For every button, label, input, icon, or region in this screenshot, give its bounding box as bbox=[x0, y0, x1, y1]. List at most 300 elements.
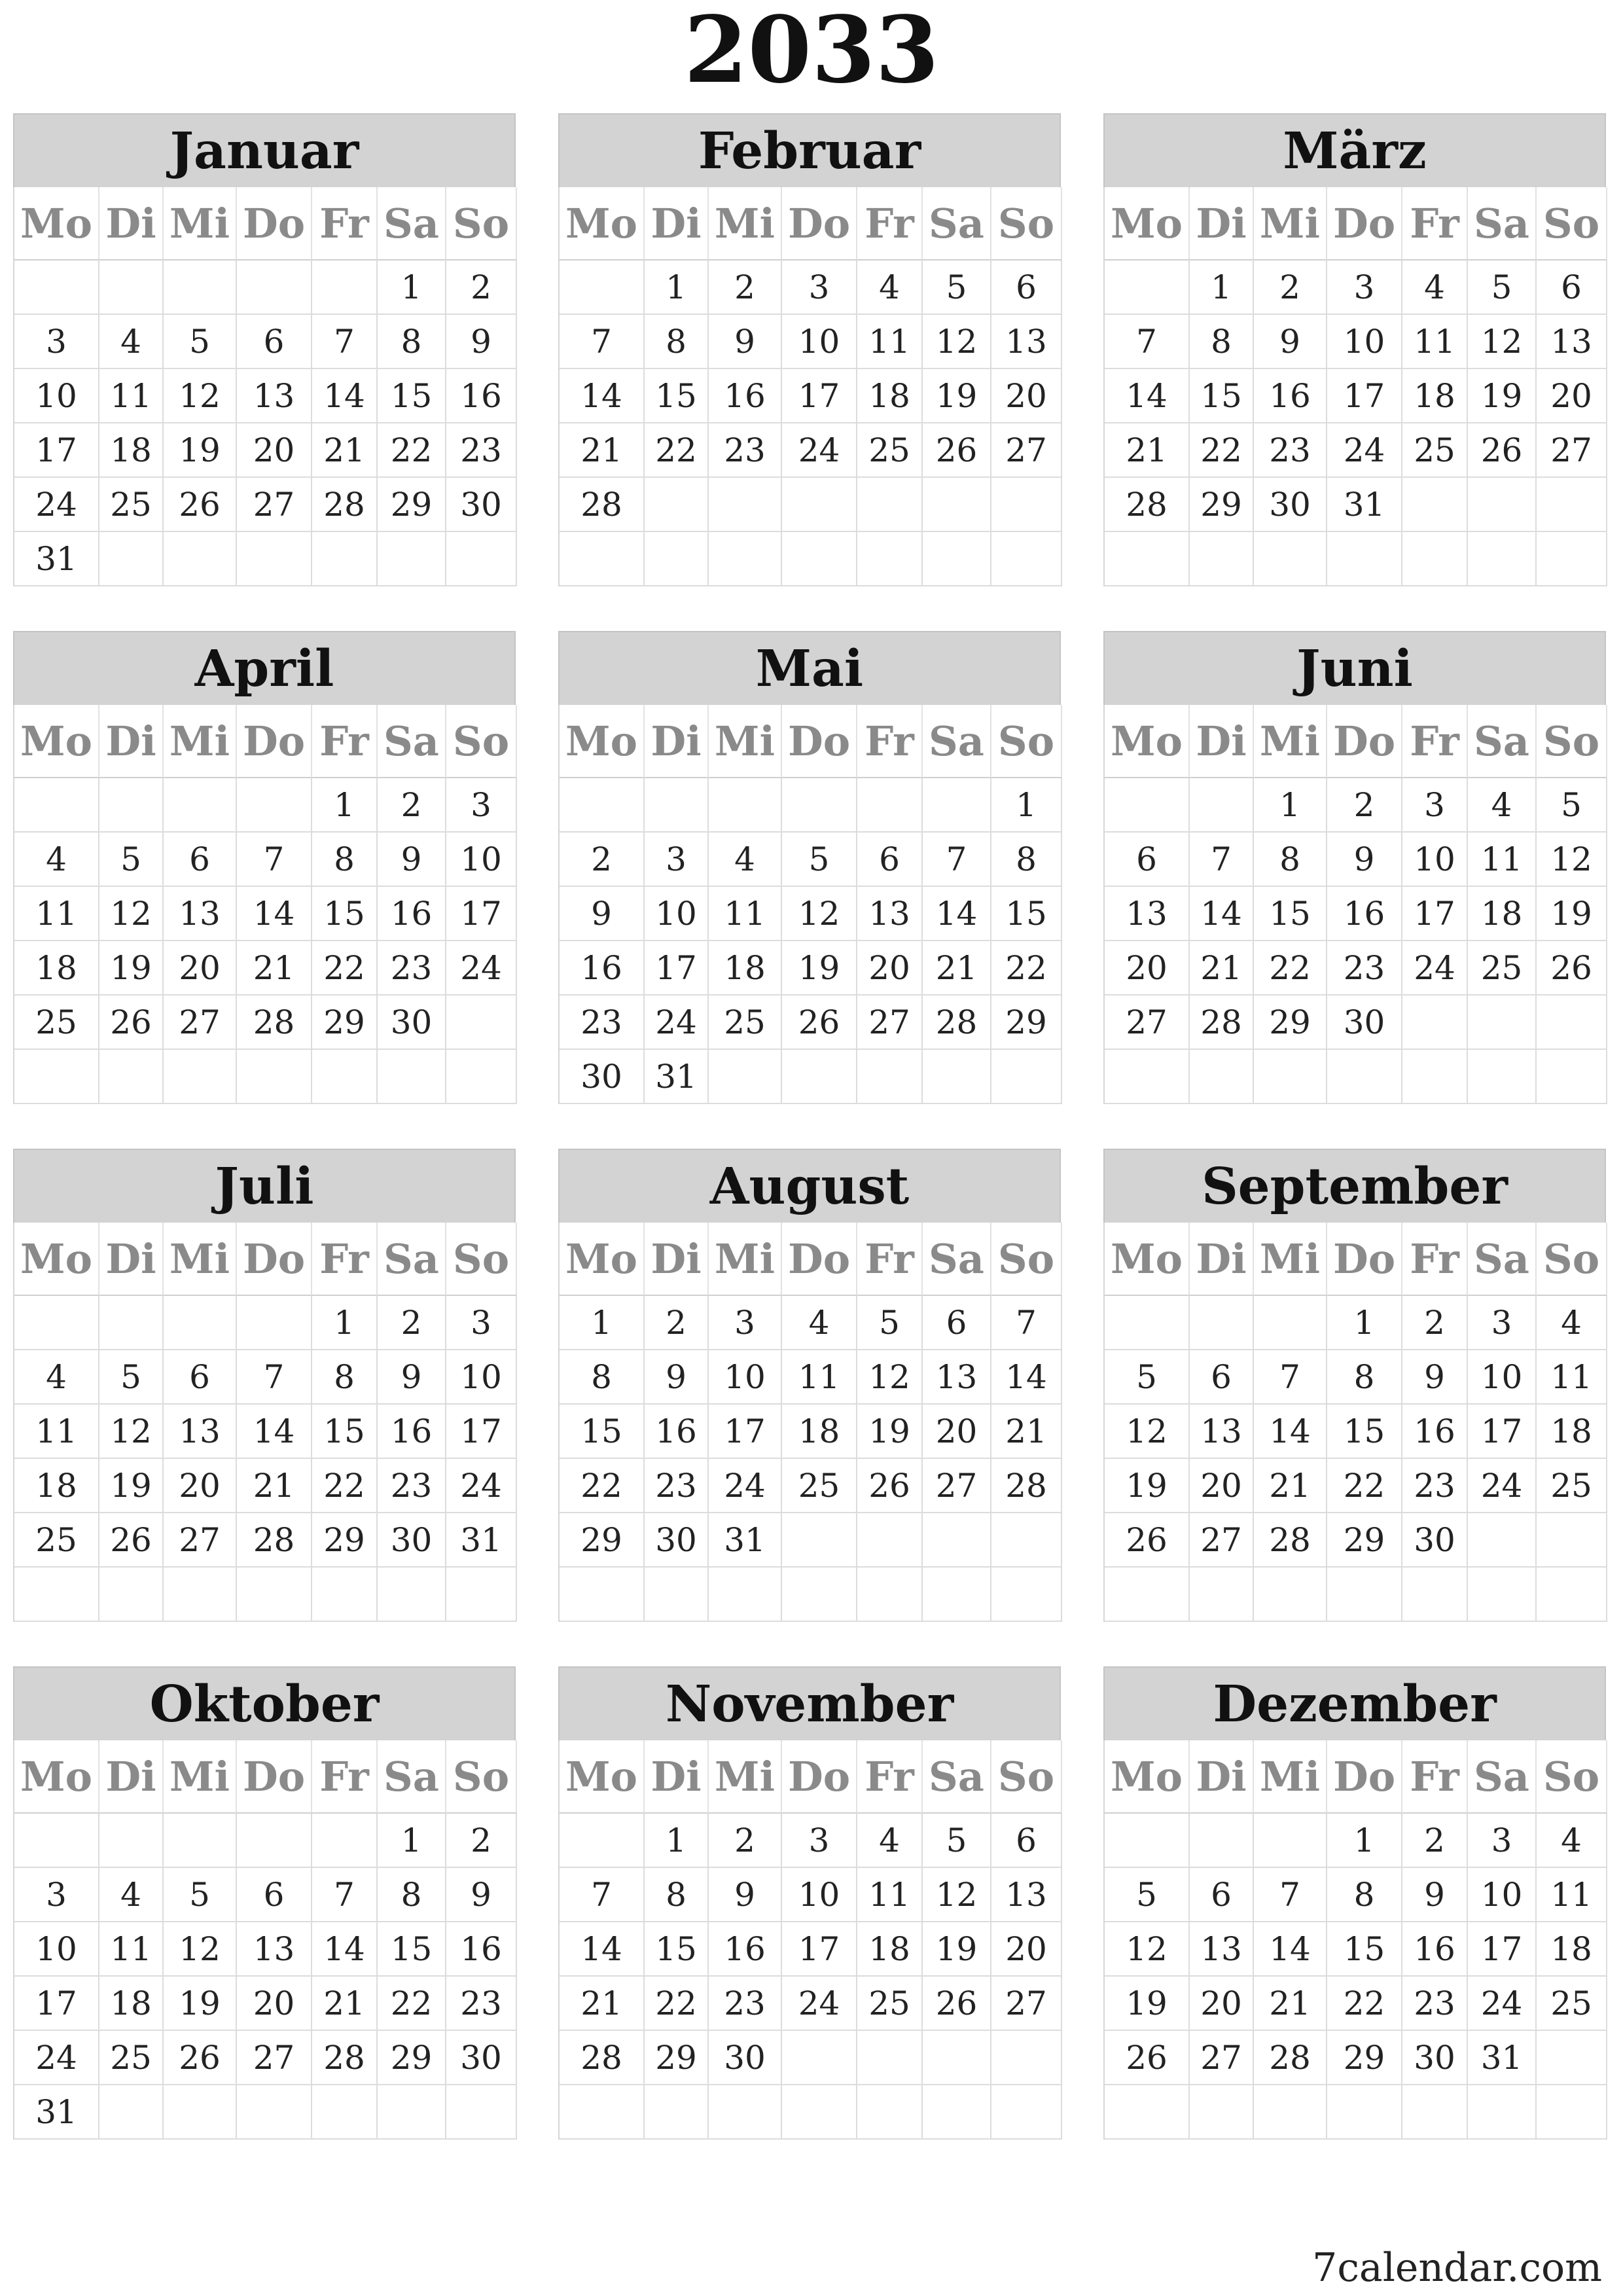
day-cell: 15 bbox=[1190, 369, 1254, 423]
empty-cell bbox=[378, 532, 446, 586]
day-cell: 4 bbox=[99, 315, 164, 369]
day-cell: 18 bbox=[1537, 1405, 1607, 1459]
day-cell: 5 bbox=[1468, 260, 1537, 315]
day-cell: 13 bbox=[237, 1922, 312, 1977]
day-cell: 21 bbox=[1105, 423, 1190, 478]
empty-cell bbox=[1402, 2085, 1468, 2140]
day-cell: 28 bbox=[991, 1459, 1062, 1513]
day-cell: 18 bbox=[782, 1405, 857, 1459]
day-cell: 26 bbox=[857, 1459, 923, 1513]
month-days-grid bbox=[13, 705, 516, 1104]
day-cell: 24 bbox=[1468, 1459, 1537, 1513]
day-cell: 27 bbox=[237, 478, 312, 532]
day-cell: 30 bbox=[446, 2031, 517, 2085]
day-cell: 3 bbox=[782, 1814, 857, 1868]
day-cell: 8 bbox=[312, 1350, 378, 1405]
month-4 bbox=[13, 631, 516, 1104]
day-cell: 7 bbox=[1254, 1868, 1327, 1922]
day-cell: 8 bbox=[1327, 1868, 1402, 1922]
weekday-header: Di bbox=[645, 1223, 709, 1296]
month-days-grid bbox=[1103, 705, 1606, 1104]
day-cell: 12 bbox=[1468, 315, 1537, 369]
month-9 bbox=[1103, 1149, 1606, 1622]
weekday-header: Di bbox=[99, 1223, 164, 1296]
day-cell: 22 bbox=[645, 1977, 709, 2031]
day-cell: 12 bbox=[923, 1868, 991, 1922]
day-cell: 21 bbox=[237, 941, 312, 996]
weekday-header: Do bbox=[1327, 1740, 1402, 1814]
empty-cell bbox=[237, 1296, 312, 1350]
weekday-header: Fr bbox=[312, 1740, 378, 1814]
day-cell: 5 bbox=[923, 260, 991, 315]
day-cell: 1 bbox=[312, 1296, 378, 1350]
day-cell: 19 bbox=[1537, 887, 1607, 941]
day-cell: 7 bbox=[923, 833, 991, 887]
day-cell: 1 bbox=[560, 1296, 645, 1350]
day-cell: 1 bbox=[378, 1814, 446, 1868]
day-cell: 12 bbox=[99, 1405, 164, 1459]
day-cell: 27 bbox=[923, 1459, 991, 1513]
day-cell: 18 bbox=[99, 1977, 164, 2031]
day-cell: 14 bbox=[1190, 887, 1254, 941]
empty-cell bbox=[446, 2085, 517, 2140]
day-cell: 3 bbox=[14, 315, 99, 369]
weekday-header: So bbox=[991, 1223, 1062, 1296]
day-cell: 9 bbox=[446, 315, 517, 369]
day-cell: 25 bbox=[709, 996, 782, 1050]
day-cell: 31 bbox=[1468, 2031, 1537, 2085]
empty-cell bbox=[1105, 532, 1190, 586]
day-cell: 12 bbox=[1537, 833, 1607, 887]
day-cell: 29 bbox=[1190, 478, 1254, 532]
month-10 bbox=[13, 1666, 516, 2140]
empty-cell bbox=[1105, 260, 1190, 315]
day-cell: 21 bbox=[560, 423, 645, 478]
empty-cell bbox=[1402, 1568, 1468, 1622]
empty-cell bbox=[14, 260, 99, 315]
day-cell: 22 bbox=[1254, 941, 1327, 996]
empty-cell bbox=[782, 478, 857, 532]
weekday-header: Mo bbox=[1105, 705, 1190, 778]
day-cell: 2 bbox=[446, 260, 517, 315]
weekday-header: Di bbox=[1190, 1223, 1254, 1296]
day-cell: 9 bbox=[1327, 833, 1402, 887]
day-cell: 16 bbox=[378, 1405, 446, 1459]
empty-cell bbox=[1190, 532, 1254, 586]
day-cell: 19 bbox=[164, 423, 237, 478]
weekday-header: Mo bbox=[560, 1223, 645, 1296]
empty-cell bbox=[923, 1513, 991, 1568]
empty-cell bbox=[14, 778, 99, 833]
empty-cell bbox=[709, 1050, 782, 1104]
empty-cell bbox=[1327, 532, 1402, 586]
day-cell: 26 bbox=[782, 996, 857, 1050]
day-cell: 22 bbox=[1327, 1977, 1402, 2031]
day-cell: 29 bbox=[378, 2031, 446, 2085]
empty-cell bbox=[1190, 1568, 1254, 1622]
day-cell: 13 bbox=[1190, 1922, 1254, 1977]
day-cell: 27 bbox=[1105, 996, 1190, 1050]
day-cell: 30 bbox=[378, 996, 446, 1050]
day-cell: 24 bbox=[782, 1977, 857, 2031]
day-cell: 17 bbox=[1468, 1405, 1537, 1459]
day-cell: 28 bbox=[312, 478, 378, 532]
day-cell: 7 bbox=[560, 1868, 645, 1922]
day-cell: 9 bbox=[378, 833, 446, 887]
day-cell: 5 bbox=[923, 1814, 991, 1868]
day-cell: 19 bbox=[1468, 369, 1537, 423]
month-days-grid bbox=[558, 1223, 1061, 1622]
day-cell: 3 bbox=[446, 778, 517, 833]
month-name: Juli bbox=[13, 1149, 516, 1223]
empty-cell bbox=[164, 2085, 237, 2140]
day-cell: 8 bbox=[645, 1868, 709, 1922]
weekday-header: Di bbox=[645, 705, 709, 778]
day-cell: 18 bbox=[857, 1922, 923, 1977]
day-cell: 20 bbox=[237, 1977, 312, 2031]
empty-cell bbox=[1105, 1296, 1190, 1350]
day-cell: 28 bbox=[237, 1513, 312, 1568]
weekday-header: Mi bbox=[164, 705, 237, 778]
day-cell: 8 bbox=[378, 1868, 446, 1922]
day-cell: 17 bbox=[1468, 1922, 1537, 1977]
empty-cell bbox=[164, 778, 237, 833]
empty-cell bbox=[782, 2085, 857, 2140]
empty-cell bbox=[923, 1050, 991, 1104]
day-cell: 12 bbox=[782, 887, 857, 941]
day-cell: 23 bbox=[1327, 941, 1402, 996]
empty-cell bbox=[991, 1568, 1062, 1622]
empty-cell bbox=[312, 532, 378, 586]
empty-cell bbox=[312, 1814, 378, 1868]
weekday-header: Mo bbox=[14, 705, 99, 778]
day-cell: 25 bbox=[1537, 1977, 1607, 2031]
day-cell: 22 bbox=[378, 423, 446, 478]
weekday-header: So bbox=[446, 187, 517, 260]
day-cell: 25 bbox=[1402, 423, 1468, 478]
day-cell: 5 bbox=[99, 1350, 164, 1405]
weekday-header: Sa bbox=[923, 187, 991, 260]
day-cell: 23 bbox=[446, 423, 517, 478]
day-cell: 18 bbox=[99, 423, 164, 478]
day-cell: 28 bbox=[1254, 2031, 1327, 2085]
day-cell: 15 bbox=[991, 887, 1062, 941]
day-cell: 27 bbox=[857, 996, 923, 1050]
weekday-header: Mo bbox=[560, 1740, 645, 1814]
empty-cell bbox=[645, 1568, 709, 1622]
day-cell: 20 bbox=[1105, 941, 1190, 996]
empty-cell bbox=[1254, 1296, 1327, 1350]
day-cell: 12 bbox=[857, 1350, 923, 1405]
weekday-header: So bbox=[1537, 1740, 1607, 1814]
day-cell: 6 bbox=[991, 260, 1062, 315]
day-cell: 2 bbox=[378, 778, 446, 833]
day-cell: 23 bbox=[560, 996, 645, 1050]
empty-cell bbox=[1327, 2085, 1402, 2140]
empty-cell bbox=[1105, 1568, 1190, 1622]
day-cell: 2 bbox=[1402, 1814, 1468, 1868]
day-cell: 8 bbox=[645, 315, 709, 369]
day-cell: 30 bbox=[1254, 478, 1327, 532]
day-cell: 16 bbox=[378, 887, 446, 941]
weekday-header: So bbox=[991, 1740, 1062, 1814]
day-cell: 29 bbox=[1327, 2031, 1402, 2085]
day-cell: 14 bbox=[312, 369, 378, 423]
empty-cell bbox=[99, 778, 164, 833]
day-cell: 6 bbox=[164, 1350, 237, 1405]
weekday-header: Do bbox=[237, 187, 312, 260]
day-cell: 10 bbox=[782, 315, 857, 369]
weekday-header: Fr bbox=[312, 187, 378, 260]
day-cell: 13 bbox=[857, 887, 923, 941]
empty-cell bbox=[1105, 778, 1190, 833]
day-cell: 6 bbox=[1537, 260, 1607, 315]
day-cell: 24 bbox=[14, 478, 99, 532]
empty-cell bbox=[99, 1050, 164, 1104]
weekday-header: Do bbox=[1327, 187, 1402, 260]
day-cell: 5 bbox=[164, 1868, 237, 1922]
weekday-header: Mo bbox=[14, 187, 99, 260]
day-cell: 5 bbox=[857, 1296, 923, 1350]
day-cell: 31 bbox=[446, 1513, 517, 1568]
day-cell: 11 bbox=[857, 1868, 923, 1922]
weekday-header: Sa bbox=[378, 1223, 446, 1296]
day-cell: 21 bbox=[312, 423, 378, 478]
day-cell: 31 bbox=[709, 1513, 782, 1568]
day-cell: 19 bbox=[99, 941, 164, 996]
empty-cell bbox=[312, 260, 378, 315]
day-cell: 12 bbox=[164, 1922, 237, 1977]
day-cell: 23 bbox=[1402, 1977, 1468, 2031]
weekday-header: Do bbox=[782, 1223, 857, 1296]
day-cell: 18 bbox=[1402, 369, 1468, 423]
day-cell: 9 bbox=[645, 1350, 709, 1405]
day-cell: 8 bbox=[378, 315, 446, 369]
weekday-header: Sa bbox=[378, 187, 446, 260]
day-cell: 19 bbox=[164, 1977, 237, 2031]
day-cell: 25 bbox=[782, 1459, 857, 1513]
empty-cell bbox=[1468, 996, 1537, 1050]
empty-cell bbox=[1190, 2085, 1254, 2140]
day-cell: 15 bbox=[560, 1405, 645, 1459]
day-cell: 25 bbox=[857, 1977, 923, 2031]
empty-cell bbox=[14, 1050, 99, 1104]
day-cell: 4 bbox=[99, 1868, 164, 1922]
day-cell: 3 bbox=[14, 1868, 99, 1922]
day-cell: 8 bbox=[312, 833, 378, 887]
month-5 bbox=[558, 631, 1061, 1104]
day-cell: 8 bbox=[991, 833, 1062, 887]
empty-cell bbox=[1254, 1568, 1327, 1622]
empty-cell bbox=[1254, 1050, 1327, 1104]
day-cell: 6 bbox=[1190, 1350, 1254, 1405]
day-cell: 3 bbox=[1468, 1814, 1537, 1868]
empty-cell bbox=[1105, 2085, 1190, 2140]
empty-cell bbox=[378, 1568, 446, 1622]
day-cell: 11 bbox=[857, 315, 923, 369]
day-cell: 21 bbox=[312, 1977, 378, 2031]
day-cell: 1 bbox=[991, 778, 1062, 833]
empty-cell bbox=[1190, 1050, 1254, 1104]
month-11 bbox=[558, 1666, 1061, 2140]
weekday-header: Fr bbox=[857, 705, 923, 778]
weekday-header: So bbox=[446, 1223, 517, 1296]
month-name: Oktober bbox=[13, 1666, 516, 1740]
day-cell: 22 bbox=[1190, 423, 1254, 478]
day-cell: 30 bbox=[446, 478, 517, 532]
day-cell: 15 bbox=[378, 369, 446, 423]
empty-cell bbox=[1468, 2085, 1537, 2140]
day-cell: 24 bbox=[782, 423, 857, 478]
day-cell: 15 bbox=[312, 887, 378, 941]
day-cell: 18 bbox=[709, 941, 782, 996]
empty-cell bbox=[1537, 1568, 1607, 1622]
day-cell: 11 bbox=[1537, 1868, 1607, 1922]
month-name: Dezember bbox=[1103, 1666, 1606, 1740]
day-cell: 6 bbox=[237, 315, 312, 369]
day-cell: 24 bbox=[446, 941, 517, 996]
weekday-header: Di bbox=[1190, 1740, 1254, 1814]
day-cell: 22 bbox=[312, 1459, 378, 1513]
weekday-header: Mi bbox=[709, 187, 782, 260]
empty-cell bbox=[237, 2085, 312, 2140]
day-cell: 19 bbox=[1105, 1459, 1190, 1513]
day-cell: 8 bbox=[1327, 1350, 1402, 1405]
empty-cell bbox=[560, 1568, 645, 1622]
day-cell: 24 bbox=[1327, 423, 1402, 478]
day-cell: 13 bbox=[991, 1868, 1062, 1922]
day-cell: 8 bbox=[1190, 315, 1254, 369]
month-name: April bbox=[13, 631, 516, 705]
weekday-header: Mi bbox=[1254, 1740, 1327, 1814]
empty-cell bbox=[237, 778, 312, 833]
day-cell: 9 bbox=[1402, 1350, 1468, 1405]
month-8 bbox=[558, 1149, 1061, 1622]
day-cell: 16 bbox=[709, 369, 782, 423]
empty-cell bbox=[99, 2085, 164, 2140]
day-cell: 4 bbox=[709, 833, 782, 887]
month-name: August bbox=[558, 1149, 1061, 1223]
weekday-header: Sa bbox=[1468, 705, 1537, 778]
month-days-grid bbox=[558, 1740, 1061, 2140]
day-cell: 29 bbox=[560, 1513, 645, 1568]
day-cell: 25 bbox=[14, 1513, 99, 1568]
empty-cell bbox=[709, 478, 782, 532]
empty-cell bbox=[645, 778, 709, 833]
weekday-header: Sa bbox=[1468, 1223, 1537, 1296]
empty-cell bbox=[857, 1050, 923, 1104]
weekday-header: Sa bbox=[1468, 1740, 1537, 1814]
day-cell: 27 bbox=[164, 996, 237, 1050]
empty-cell bbox=[923, 778, 991, 833]
day-cell: 15 bbox=[645, 1922, 709, 1977]
empty-cell bbox=[857, 532, 923, 586]
day-cell: 27 bbox=[1190, 2031, 1254, 2085]
day-cell: 10 bbox=[1402, 833, 1468, 887]
day-cell: 19 bbox=[923, 369, 991, 423]
day-cell: 10 bbox=[1468, 1868, 1537, 1922]
empty-cell bbox=[991, 1050, 1062, 1104]
day-cell: 27 bbox=[237, 2031, 312, 2085]
empty-cell bbox=[923, 2085, 991, 2140]
day-cell: 26 bbox=[1105, 1513, 1190, 1568]
day-cell: 25 bbox=[99, 2031, 164, 2085]
day-cell: 13 bbox=[164, 1405, 237, 1459]
weekday-header: Sa bbox=[923, 1740, 991, 1814]
day-cell: 4 bbox=[857, 1814, 923, 1868]
weekday-header: Mo bbox=[1105, 1740, 1190, 1814]
day-cell: 4 bbox=[14, 833, 99, 887]
day-cell: 4 bbox=[1537, 1814, 1607, 1868]
day-cell: 18 bbox=[857, 369, 923, 423]
day-cell: 28 bbox=[560, 2031, 645, 2085]
day-cell: 10 bbox=[709, 1350, 782, 1405]
day-cell: 26 bbox=[1468, 423, 1537, 478]
empty-cell bbox=[923, 2031, 991, 2085]
day-cell: 12 bbox=[99, 887, 164, 941]
empty-cell bbox=[1537, 478, 1607, 532]
weekday-header: Mi bbox=[709, 1223, 782, 1296]
day-cell: 28 bbox=[312, 2031, 378, 2085]
empty-cell bbox=[1190, 1296, 1254, 1350]
empty-cell bbox=[99, 1568, 164, 1622]
empty-cell bbox=[446, 1050, 517, 1104]
day-cell: 22 bbox=[560, 1459, 645, 1513]
day-cell: 16 bbox=[1402, 1405, 1468, 1459]
month-days-grid bbox=[558, 705, 1061, 1104]
weekday-header: Do bbox=[782, 705, 857, 778]
weekday-header: So bbox=[1537, 1223, 1607, 1296]
day-cell: 6 bbox=[237, 1868, 312, 1922]
empty-cell bbox=[991, 2085, 1062, 2140]
day-cell: 21 bbox=[1190, 941, 1254, 996]
weekday-header: Mi bbox=[1254, 1223, 1327, 1296]
day-cell: 20 bbox=[237, 423, 312, 478]
day-cell: 23 bbox=[446, 1977, 517, 2031]
day-cell: 3 bbox=[1468, 1296, 1537, 1350]
weekday-header: Mo bbox=[560, 187, 645, 260]
empty-cell bbox=[312, 1050, 378, 1104]
empty-cell bbox=[782, 1050, 857, 1104]
month-days-grid bbox=[13, 1740, 516, 2140]
month-3 bbox=[1103, 113, 1606, 586]
day-cell: 7 bbox=[1254, 1350, 1327, 1405]
day-cell: 16 bbox=[1402, 1922, 1468, 1977]
empty-cell bbox=[709, 532, 782, 586]
weekday-header: Sa bbox=[378, 1740, 446, 1814]
weekday-header: Di bbox=[645, 1740, 709, 1814]
day-cell: 11 bbox=[14, 887, 99, 941]
day-cell: 30 bbox=[709, 2031, 782, 2085]
weekday-header: Di bbox=[99, 1740, 164, 1814]
day-cell: 22 bbox=[378, 1977, 446, 2031]
weekday-header: Mo bbox=[560, 705, 645, 778]
month-name: Februar bbox=[558, 113, 1061, 187]
day-cell: 20 bbox=[1190, 1459, 1254, 1513]
day-cell: 10 bbox=[446, 833, 517, 887]
month-days-grid bbox=[13, 187, 516, 586]
empty-cell bbox=[782, 778, 857, 833]
day-cell: 7 bbox=[1190, 833, 1254, 887]
day-cell: 29 bbox=[378, 478, 446, 532]
day-cell: 20 bbox=[1190, 1977, 1254, 2031]
day-cell: 30 bbox=[1402, 1513, 1468, 1568]
day-cell: 22 bbox=[991, 941, 1062, 996]
day-cell: 24 bbox=[709, 1459, 782, 1513]
empty-cell bbox=[782, 1513, 857, 1568]
weekday-header: So bbox=[446, 705, 517, 778]
day-cell: 10 bbox=[645, 887, 709, 941]
